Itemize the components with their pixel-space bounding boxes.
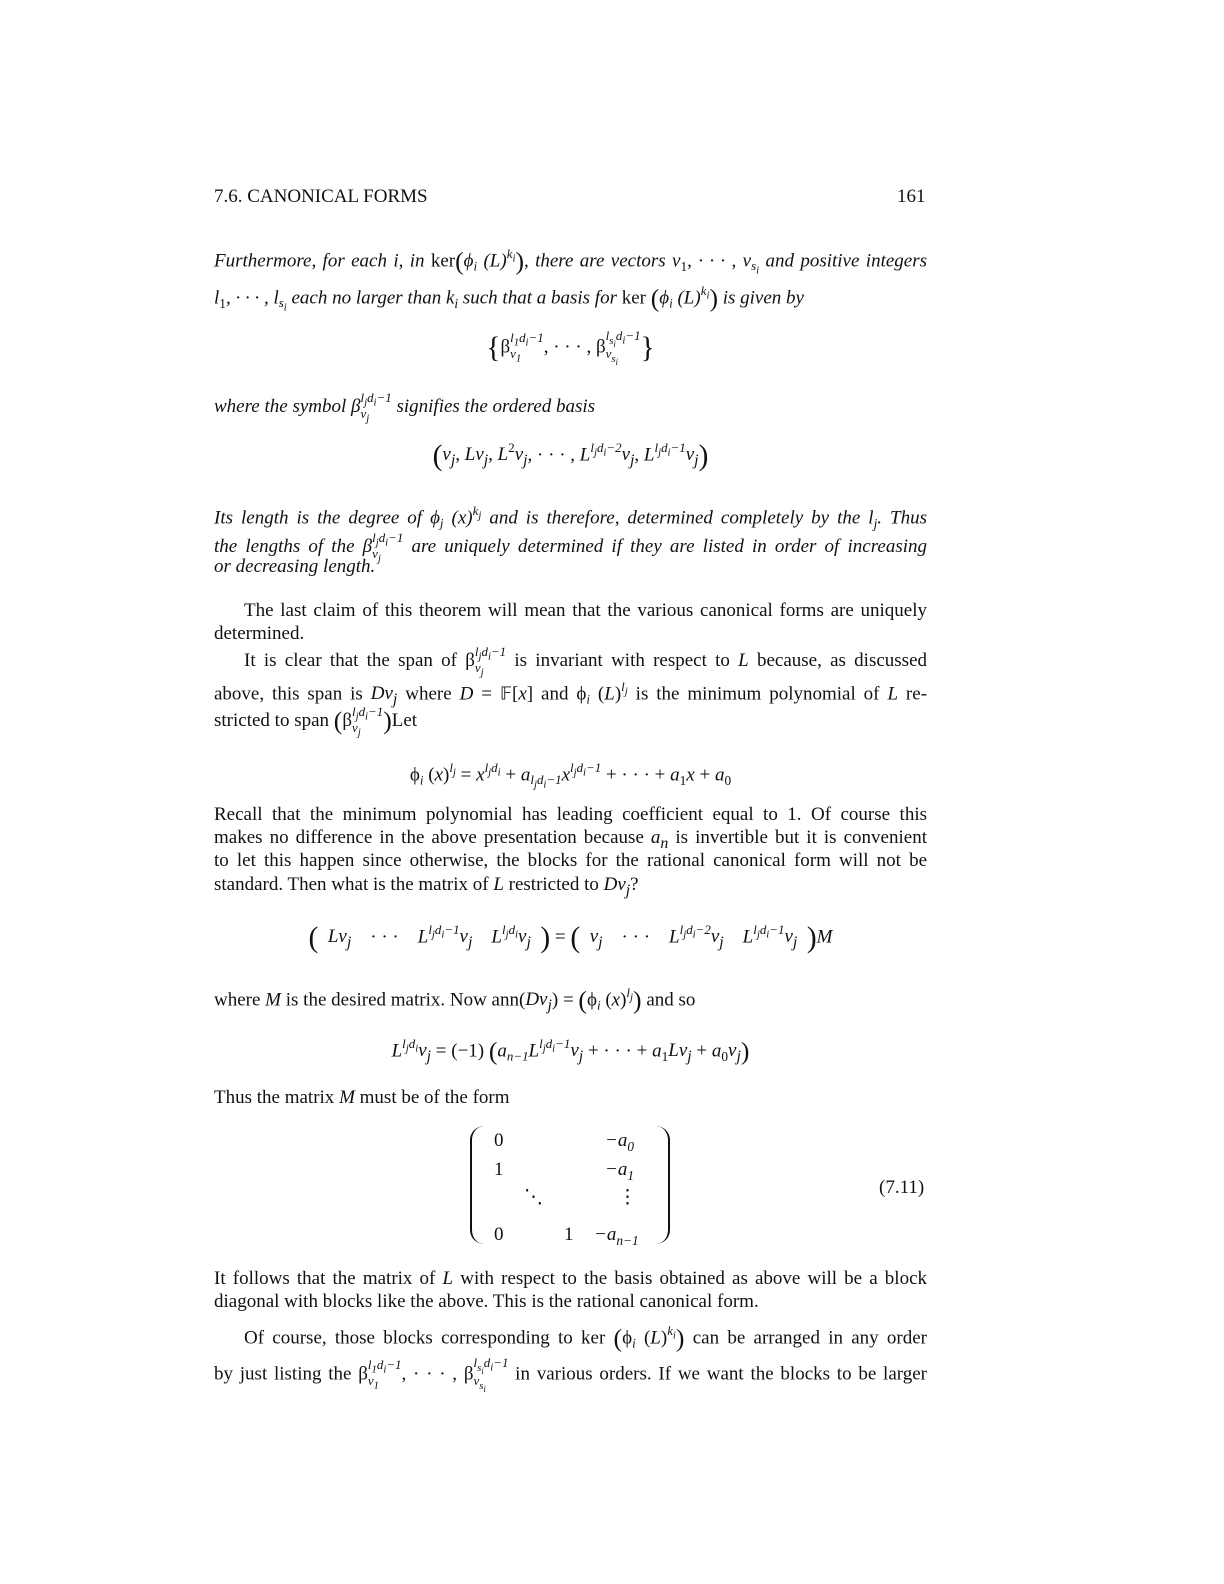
paragraph-last-claim-2: determined. [214,623,305,644]
paragraph-span-line-1: It is clear that the span of β $l_jd_i-1$ $v_j$ is invariant with respect to L because, as discussed [244,644,928,679]
basis-set-formula: {β $l_1d_i-1$ $v_1$ , · · · , β $l_{s_i}d_i-1$ $v_{s_i}$ } [486,328,655,367]
theorem-its-line-2: the lengths of the β $l_jd_i-1$ $v_j$ are uniquely determined if they are listed in order of increasing [214,530,927,565]
theorem-its-line-3: or decreasing length. [214,556,376,577]
paragraph-recall-4: standard. Then what is the matrix of L restricted to $Dv_j$? [214,874,639,899]
theorem-its-line-1: Its length is the degree of $\phi_j$ $(x)^{k_j}$ and is therefore, determined completely by the $l_j$. Thus [214,503,927,532]
equation-number: (7.11) [879,1177,925,1198]
paragraph-ofcourse-1: Of course, those blocks corresponding to ker ($\phi_i$ $(L)^{k_i}$) can be arranged in any order [244,1323,927,1353]
running-header: 7.6. CANONICAL FORMS [214,186,428,207]
theorem-where-line: where the symbol β $l_jd_i-1$ $v_j$ signifies the ordered basis [214,390,596,425]
paragraph-span-line-3: stricted to span (β $l_jd_i-1$ $v_j$ )Let [214,704,418,739]
page-number: 161 [897,186,926,207]
paragraph-ofcourse-2: by just listing the β $l_1d_i-1$ $v_1$ , · · · , β $l_{s_i}d_i-1$ $v_{s_i}$ in various orders. If we want the blocks to be larger [214,1355,927,1394]
paragraph-last-claim-1: The last claim of this theorem will mean that the various canonical forms are uniquely [244,600,927,621]
companion-matrix: 0 1 0 ⋱ 1 $-a_0$ $-a_1$ ⋮ $-a_{n-1}$ [470,1126,670,1250]
paragraph-follows-2: diagonal with blocks like the above. This is the rational canonical form. [214,1291,759,1312]
recurrence-formula: $L^{l_jd_i}v_j = (-1) (a_{n-1}L^{l_jd_i-1}v_j$ + · · · + $a_1Lv_j + a_0v_j$) [391,1036,750,1066]
paragraph-recall-3: to let this happen since otherwise, the blocks for the rational canonical form will not be [214,850,927,871]
theorem-line-1: Furthermore, for each i, in $ker(\phi_i$ $(L)^{k_i}$), there are vectors $v_1$, · · · , $v_{s_i}$ and positive integers [214,246,927,277]
paragraph-span-line-2: above, this span is $Dv_j$ where D = 𝔽[x] and $\phi_i$ $(L)^{l_j}$ is the minimum polynomial of L re- [214,679,928,709]
paragraph-thus: Thus the matrix M must be of the form [214,1087,510,1108]
ordered-basis-formula: ($v_j$, $Lv_j$, $L^2v_j$, · · · , $L^{l_jd_i-2}v_j$, $L^{l_jd_i-1}v_j$) [432,440,709,473]
min-polynomial-formula: $\phi_i$ $(x)^{l_j} = x^{l_jd_i} + a_{l_jd_i-1}x^{l_jd_i-1}$ + · · · + $a_1x + a_0$ [409,760,732,791]
theorem-line-2: $l_1$, · · · , $l_{s_i}$ each no larger than $k_i$ such that a basis for ker ($\phi_i$ $(L)^{k_i}$) is given by [214,283,804,314]
paragraph-recall-1: Recall that the minimum polynomial has leading coefficient equal to 1. Of course this [214,804,927,825]
paragraph-recall-2: makes no difference in the above presentation because $a_n$ is invertible but it is convenient [214,827,927,852]
paragraph-follows-1: It follows that the matrix of L with respect to the basis obtained as above will be a block [214,1268,928,1289]
matrix-relation-formula: ( $Lv_j$ · · · $L^{l_jd_i-1}v_j$ $L^{l_jd_i}v_j$ ) = ( $v_j$ · · · $L^{l_jd_i-2}v_j$ $L^{l_jd_i-1}v_j$ )M [308,922,833,955]
paragraph-where-m: where M is the desired matrix. Now $ann(Dv_j) = (\phi_i$ $(x)^{l_j}$) and so [214,985,696,1015]
